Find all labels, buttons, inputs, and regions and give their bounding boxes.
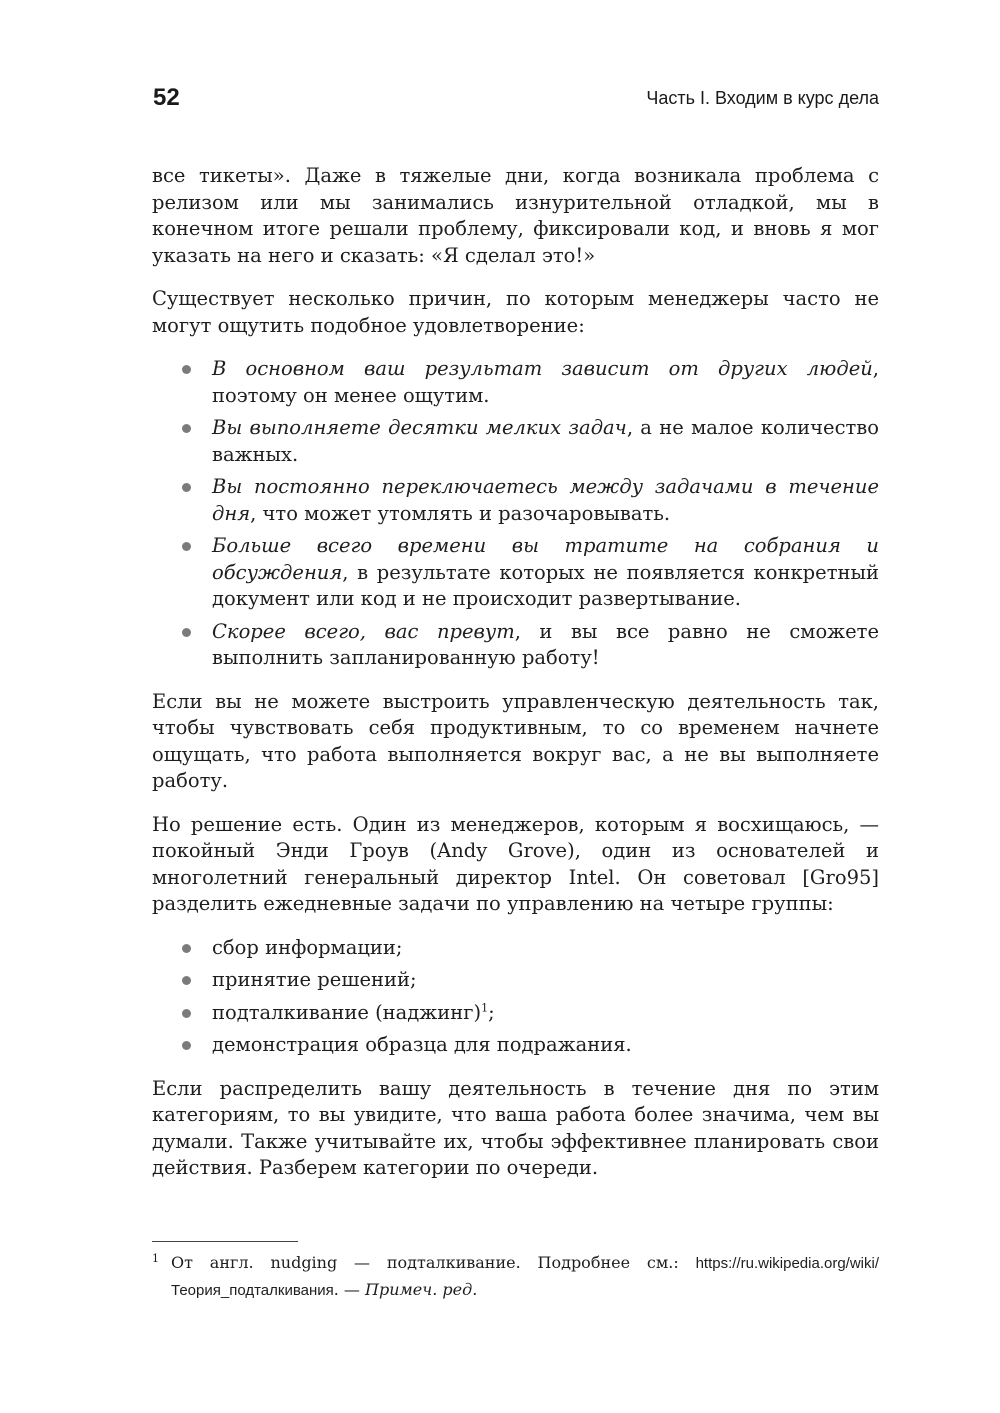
running-head: Часть I. Входим в курс дела [646,88,879,108]
list-item [152,967,879,994]
list-item [152,356,879,409]
paragraph: Если вы не можете выстроить управленческую деятельность так, чтобы чувствовать себя продуктивным, то со временем начнете ощущать, что работа выполняется вокруг вас, а не вы выполняете работу. [152,689,879,792]
footnote-reference[interactable]: 1 [481,1001,489,1014]
list-item-emphasis: Больше всего времени вы тратите на собрания и обсуждения [212,534,879,584]
list-item [152,619,879,672]
footnote-dash: . — [333,1280,366,1299]
list-item-text: , в результате которых не появляется конкретный документ или код и не происходит развертывание. [212,560,879,610]
list-item-text: , и вы все равно не сможете выполнить запланированную работу! [212,619,879,669]
list-item [152,1000,879,1027]
footnote-text: От англ. nudging — подталкивание. Подробнее см.: [171,1253,696,1272]
list-item [152,1032,879,1059]
paragraph: Но решение есть. Один из менеджеров, которым я восхищаюсь, — покойный Энди Гроув (Andy Grove), один из основателей и многолетний генеральный директор Intel. Он советовал [Gro95] разделить ежедневные задачи по управлению на четыре группы: [152,812,879,915]
paragraph: Существует несколько причин, по которым менеджеры часто не могут ощутить подобное удовлетворение: [152,287,879,337]
list-item-text: подталкивание (наджинг) [212,1000,482,1024]
footnote-mark: 1 [152,1252,159,1265]
paragraph: Если распределить вашу деятельность в течение дня по этим категориям, то вы увидите, что ваша работа более значима, чем вы думали. Также учитывайте их, чтобы эффективнее планировать свои действия. Разберем категории по очереди. [152,1076,879,1179]
body-text [152,163,879,1182]
page-number: 52 [153,84,180,111]
footnote-link[interactable]: https://ru.wikipedia.org/wiki/Теория_подталкивания [171,1255,879,1299]
list-item-text: , что может утомлять и разочаровывать. [250,501,671,525]
list-item-text: , а не малое количество важных. [212,416,879,466]
list-item-emphasis: Скорее всего, вас превут [212,619,515,643]
list-item-punct: ; [488,1000,495,1024]
list-item-emphasis: В основном ваш результат зависит от других людей [212,357,873,380]
list-item-text: сбор информации; [212,935,403,959]
list-item [152,474,879,527]
list-item-emphasis: Вы выполняете десятки мелких задач [212,416,627,439]
footnote-divider [152,1241,298,1242]
list-item [152,533,879,613]
footnote [152,1250,879,1304]
list-item-text: демонстрация образца для подражания. [212,1033,632,1056]
list-item [152,415,879,468]
list-item-text: принятие решений; [212,968,417,991]
list-item [152,935,879,962]
paragraph: все тикеты». Даже в тяжелые дни, когда возникала проблема с релизом или мы занимались изнурительной отладкой, мы в конечном итоге решали проблему, фиксировали код, и вновь я мог указать на него и сказать: «Я сделал это!» [152,164,879,267]
groups-list [152,935,879,1059]
list-item-text: , поэтому он менее ощутим. [212,357,879,407]
footnote-note: Примеч. ред. [365,1280,478,1299]
list-item-emphasis: Вы постоянно переключаетесь между задачами в течение дня [212,475,879,525]
reasons-list [152,356,879,672]
